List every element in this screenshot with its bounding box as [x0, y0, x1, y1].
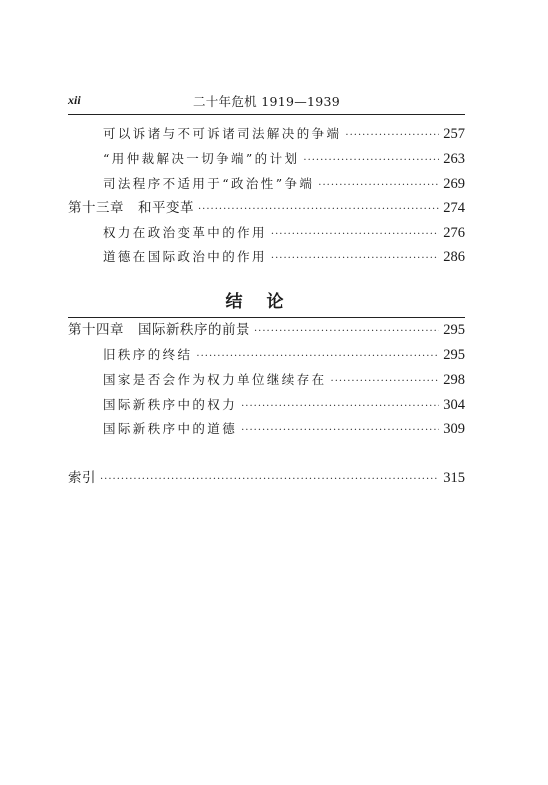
toc-entry-label: 可以诉诸与不可诉诸司法解决的争端 [103, 126, 342, 141]
dot-leader [241, 423, 439, 439]
toc-entry-page: 315 [443, 470, 465, 486]
dot-leader [345, 128, 439, 144]
toc-entry-label: 权力在政治变革中的作用 [103, 225, 267, 240]
chapter-number: 第十四章 [68, 322, 124, 338]
dot-leader [331, 374, 440, 390]
chapter-title: 和平变革 [138, 200, 194, 216]
toc-entry-label: 旧秩序的终结 [103, 347, 193, 362]
page-header [68, 92, 465, 114]
toc-entry[interactable] [103, 249, 465, 267]
toc-entry-page: 298 [443, 372, 465, 388]
toc-entry[interactable] [103, 372, 465, 390]
toc-entry-page: 309 [443, 421, 465, 437]
toc-entry[interactable] [103, 126, 465, 144]
toc-entry-label: 国际新秩序中的道德 [103, 421, 238, 436]
dot-leader [198, 202, 439, 218]
toc-entry-page: 276 [443, 225, 465, 241]
toc-entry-page: 286 [443, 249, 465, 265]
toc-entry-label: “用仲裁解决一切争端”的计划 [103, 151, 300, 166]
toc-entry-label: 司法程序不适用于“政治性”争端 [103, 176, 315, 191]
toc-entry[interactable] [103, 421, 465, 439]
toc-entry-label: 国家是否会作为权力单位继续存在 [103, 372, 327, 387]
toc-entry-page: 257 [443, 126, 465, 142]
toc-entry-page: 263 [443, 151, 465, 167]
toc-entry-page: 269 [443, 176, 465, 192]
running-title: 二十年危机 1919—1939 [192, 94, 341, 109]
toc-entry-page: 295 [443, 322, 465, 338]
toc-entry[interactable] [103, 176, 465, 194]
toc-chapter-14[interactable] [68, 322, 465, 340]
toc-entry[interactable] [103, 151, 465, 169]
page-number: xii [68, 93, 81, 107]
chapter-title: 国际新秩序的前景 [138, 322, 250, 338]
toc-entry-page: 304 [443, 397, 465, 413]
toc-chapter-13[interactable] [68, 200, 465, 218]
toc-entry[interactable] [103, 225, 465, 243]
dot-leader [196, 349, 439, 365]
dot-leader [271, 227, 439, 243]
dot-leader [271, 251, 439, 267]
dot-leader [241, 399, 439, 415]
dot-leader [318, 178, 439, 194]
toc-entry-label: 国际新秩序中的权力 [103, 397, 238, 412]
header-rule [68, 114, 465, 115]
dot-leader [254, 324, 439, 340]
toc-index-entry[interactable] [68, 470, 465, 488]
chapter-number: 第十三章 [68, 200, 124, 216]
dot-leader [100, 472, 439, 488]
toc-entry[interactable] [103, 347, 465, 365]
toc-entry-label: 道德在国际政治中的作用 [103, 249, 267, 264]
dot-leader [303, 153, 439, 169]
toc-entry[interactable] [103, 397, 465, 415]
section-rule [68, 317, 465, 318]
section-heading: 结论 [225, 292, 308, 312]
toc-entry-page: 295 [443, 347, 465, 363]
toc-entry-page: 274 [443, 200, 465, 216]
toc-entry-label: 索引 [68, 470, 96, 486]
